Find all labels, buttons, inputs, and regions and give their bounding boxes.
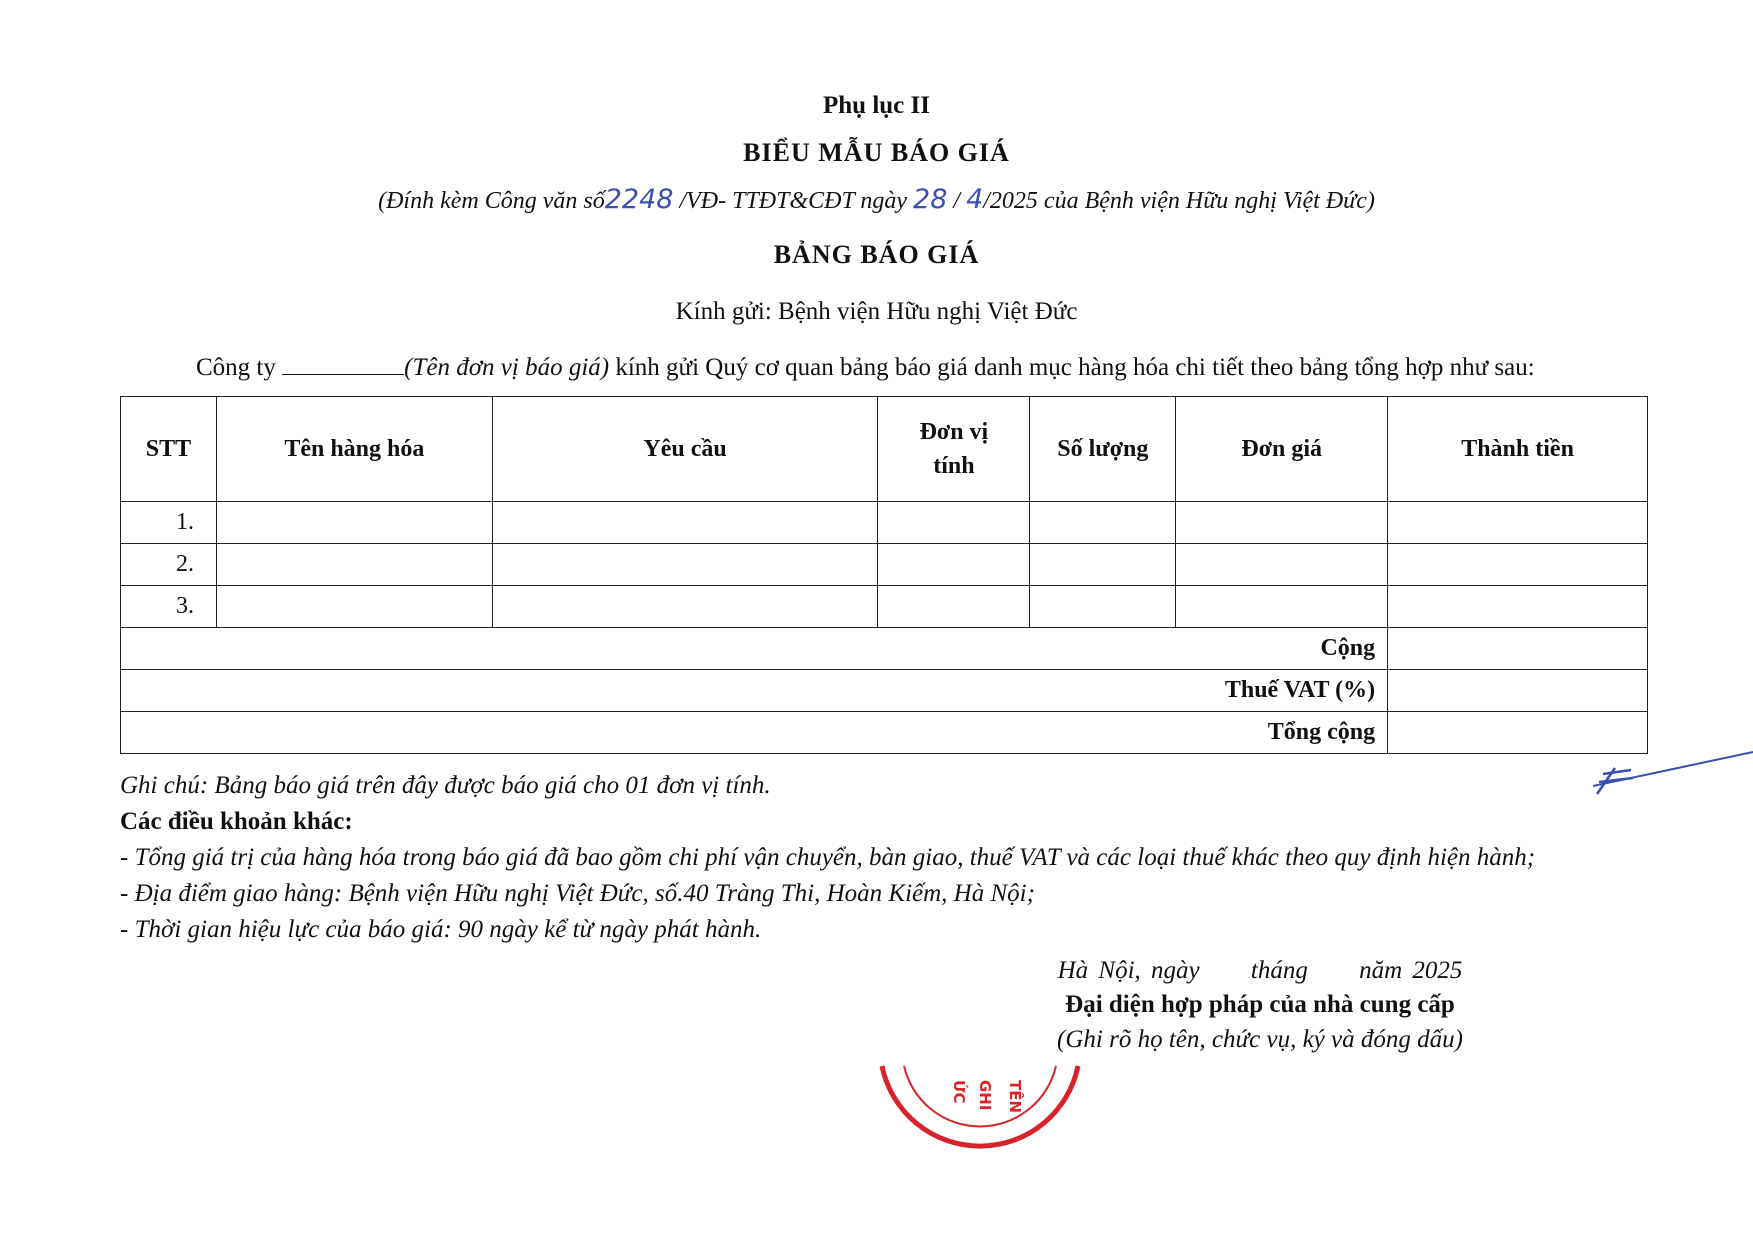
red-seal-stamp — [870, 1060, 1090, 1180]
header-unit-line1: Đơn vị — [919, 419, 989, 445]
header-unit-price: Đơn giá — [1176, 397, 1388, 502]
cell-unit-price[interactable] — [1176, 502, 1388, 544]
stamp-text: TÊN — [1006, 1080, 1024, 1114]
notes-section — [120, 768, 1535, 948]
header-quantity: Số lượng — [1030, 397, 1176, 502]
cell-amount[interactable] — [1388, 502, 1648, 544]
handwritten-month: 4 — [966, 184, 984, 215]
stamp-text: GHI — [976, 1080, 994, 1111]
total-label: Tổng cộng — [121, 712, 1388, 754]
cell-unit[interactable] — [878, 544, 1030, 586]
term-item: - Địa điểm giao hàng: Bệnh viện Hữu nghị Việt Đức, số.40 Tràng Thi, Hoàn Kiếm, Hà Nội; — [120, 880, 1035, 907]
quote-title: BẢNG BÁO GIÁ — [773, 240, 980, 269]
cell-requirement[interactable] — [492, 586, 878, 628]
attachment-suffix: /2025 của Bệnh viện Hữu nghị Việt Đức) — [983, 188, 1375, 214]
quotation-table — [120, 396, 1648, 754]
summary-row-total — [121, 712, 1648, 754]
header-unit — [878, 397, 1030, 502]
terms-heading: Các điều khoản khác: — [120, 808, 353, 835]
header-unit-line2: tính — [933, 453, 975, 479]
cell-quantity[interactable] — [1030, 544, 1176, 586]
summary-row-subtotal — [121, 628, 1648, 670]
subtotal-value[interactable] — [1388, 628, 1648, 670]
row-stt: 1. — [121, 502, 217, 544]
term-item: - Thời gian hiệu lực của báo giá: 90 ngày kể từ ngày phát hành. — [120, 916, 762, 943]
cell-amount[interactable] — [1388, 586, 1648, 628]
attachment-mid: /VĐ- TTĐT&CĐT ngày — [679, 188, 908, 214]
intro-paragraph — [196, 354, 1535, 382]
company-name-blank — [282, 354, 404, 375]
date-separator: / — [953, 188, 961, 214]
intro-company: Công ty — [196, 354, 276, 381]
cell-unit-price[interactable] — [1176, 586, 1388, 628]
header-stt: STT — [121, 397, 217, 502]
cell-quantity[interactable] — [1030, 502, 1176, 544]
attachment-line — [0, 184, 1753, 215]
addressee: Kính gửi: Bệnh viện Hữu nghị Việt Đức — [675, 298, 1078, 325]
vat-value[interactable] — [1388, 670, 1648, 712]
table-row — [121, 544, 1648, 586]
table-header-row — [121, 397, 1648, 502]
header-amount: Thành tiền — [1388, 397, 1648, 502]
table-row — [121, 586, 1648, 628]
row-stt: 3. — [121, 586, 217, 628]
cell-item-name[interactable] — [216, 586, 492, 628]
cell-requirement[interactable] — [492, 544, 878, 586]
table-row — [121, 502, 1648, 544]
intro-placeholder: (Tên đơn vị báo giá) — [404, 354, 610, 381]
cell-unit[interactable] — [878, 502, 1030, 544]
cell-amount[interactable] — [1388, 544, 1648, 586]
cell-quantity[interactable] — [1030, 586, 1176, 628]
handwritten-initial-mark — [1585, 738, 1753, 798]
intro-text: kính gửi Quý cơ quan bảng báo giá danh mục hàng hóa chi tiết theo bảng tổng hợp như sau: — [615, 354, 1535, 381]
cell-item-name[interactable] — [216, 502, 492, 544]
attachment-prefix: (Đính kèm Công văn số — [378, 188, 605, 214]
header-item-name: Tên hàng hóa — [216, 397, 492, 502]
vat-label: Thuế VAT (%) — [121, 670, 1388, 712]
appendix-label: Phụ lục II — [823, 92, 930, 119]
handwritten-dispatch-number: 2248 — [604, 184, 674, 215]
signature-instruction: (Ghi rõ họ tên, chức vụ, ký và đóng dấu) — [1057, 1026, 1463, 1053]
signature-date-line: Hà Nội, ngày tháng năm 2025 — [1057, 957, 1463, 984]
cell-unit-price[interactable] — [1176, 544, 1388, 586]
handwritten-day: 28 — [913, 184, 948, 215]
summary-row-vat — [121, 670, 1648, 712]
subtotal-label: Cộng — [121, 628, 1388, 670]
signature-role: Đại diện hợp pháp của nhà cung cấp — [1065, 991, 1455, 1018]
header-requirement: Yêu cầu — [492, 397, 878, 502]
stamp-text: ỨC — [950, 1080, 968, 1104]
cell-requirement[interactable] — [492, 502, 878, 544]
note-text: Ghi chú: Bảng báo giá trên đây được báo giá cho 01 đơn vị tính. — [120, 772, 771, 799]
cell-item-name[interactable] — [216, 544, 492, 586]
form-title: BIỂU MẪU BÁO GIÁ — [743, 138, 1010, 167]
cell-unit[interactable] — [878, 586, 1030, 628]
row-stt: 2. — [121, 544, 217, 586]
term-item: - Tổng giá trị của hàng hóa trong báo giá đã bao gồm chi phí vận chuyển, bàn giao, thuế VAT và các loại thuế khác theo quy định hiện hành; — [120, 844, 1536, 871]
